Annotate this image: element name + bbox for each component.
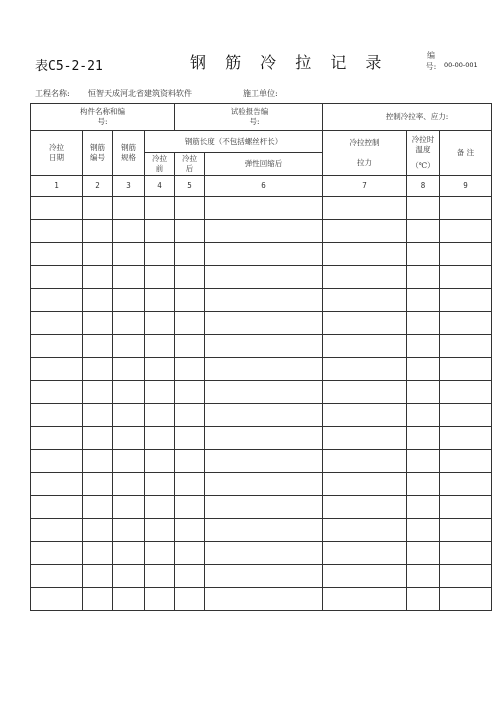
table-cell[interactable]: [407, 519, 440, 542]
table-cell[interactable]: [175, 243, 205, 266]
info-row: [31, 104, 492, 131]
index-row: [31, 176, 492, 197]
col-force-header: [323, 131, 407, 176]
table-cell[interactable]: [31, 381, 83, 404]
table-cell[interactable]: [31, 450, 83, 473]
table-cell[interactable]: [407, 404, 440, 427]
table-cell[interactable]: [145, 542, 175, 565]
table-row: [31, 588, 492, 611]
test-report-label: 试验报告编: [230, 107, 269, 116]
table-cell[interactable]: [205, 220, 323, 243]
doc-number-value: 00-00-001: [444, 61, 478, 69]
table-cell[interactable]: [31, 312, 83, 335]
table-cell[interactable]: [113, 519, 145, 542]
test-report-label-cont: 号:: [249, 117, 260, 126]
table-cell[interactable]: [440, 335, 492, 358]
table-cell[interactable]: [113, 312, 145, 335]
table-cell[interactable]: [175, 197, 205, 220]
table-cell[interactable]: [323, 243, 407, 266]
table-cell[interactable]: [83, 266, 113, 289]
table-row: [31, 565, 492, 588]
table-row: [31, 289, 492, 312]
table-cell[interactable]: [83, 519, 113, 542]
col-bar-number-text-2: 编号: [90, 153, 105, 162]
col-after-text-1: 冷拉: [182, 154, 197, 163]
index-cell: 6: [205, 176, 323, 197]
project-name-value[interactable]: 恒智天成河北省建筑资料软件: [88, 89, 192, 98]
table-cell[interactable]: [145, 404, 175, 427]
table-cell[interactable]: [440, 266, 492, 289]
table-cell[interactable]: [407, 266, 440, 289]
table-row: [31, 335, 492, 358]
index-cell: 1: [31, 176, 83, 197]
table-cell[interactable]: [31, 335, 83, 358]
table-cell[interactable]: [407, 243, 440, 266]
table-cell[interactable]: [145, 496, 175, 519]
header-row-1: [31, 131, 492, 153]
control-rate-cell[interactable]: [323, 104, 492, 131]
table-cell[interactable]: [145, 427, 175, 450]
table-cell[interactable]: [407, 358, 440, 381]
table-cell[interactable]: [145, 450, 175, 473]
col-spec-text-2: 规格: [121, 153, 136, 162]
table-cell[interactable]: [113, 381, 145, 404]
table-cell[interactable]: [113, 358, 145, 381]
table-cell[interactable]: [175, 473, 205, 496]
table-cell[interactable]: [31, 197, 83, 220]
index-cell: 5: [175, 176, 205, 197]
table-cell[interactable]: [323, 473, 407, 496]
table-cell[interactable]: [31, 588, 83, 611]
table-cell[interactable]: [31, 427, 83, 450]
table-row: [31, 358, 492, 381]
table-cell[interactable]: [175, 358, 205, 381]
col-temperature-header: [407, 131, 440, 176]
table-cell[interactable]: [323, 289, 407, 312]
form-code: 表C5-2-21: [35, 59, 103, 74]
table-row: [31, 450, 492, 473]
table-cell[interactable]: [440, 358, 492, 381]
table-cell[interactable]: [113, 473, 145, 496]
col-length-group-header: [145, 131, 323, 153]
table-cell[interactable]: [113, 450, 145, 473]
table-cell[interactable]: [440, 312, 492, 335]
table-cell[interactable]: [175, 450, 205, 473]
table-cell[interactable]: [31, 565, 83, 588]
table-cell[interactable]: [175, 289, 205, 312]
table-cell[interactable]: [31, 404, 83, 427]
table-cell[interactable]: [31, 266, 83, 289]
table-row: [31, 243, 492, 266]
table-cell[interactable]: [205, 588, 323, 611]
control-rate-label: 控制冷拉率、应力:: [385, 112, 449, 121]
table-cell[interactable]: [145, 243, 175, 266]
table-cell[interactable]: [83, 473, 113, 496]
table-cell[interactable]: [83, 496, 113, 519]
table-cell[interactable]: [407, 473, 440, 496]
col-before-text-2: 前: [155, 164, 164, 173]
table-cell[interactable]: [323, 404, 407, 427]
table-cell[interactable]: [175, 542, 205, 565]
table-cell[interactable]: [440, 542, 492, 565]
table-cell[interactable]: [407, 289, 440, 312]
table-cell[interactable]: [145, 565, 175, 588]
table-cell[interactable]: [175, 404, 205, 427]
table-cell[interactable]: [323, 335, 407, 358]
table-cell[interactable]: [205, 450, 323, 473]
table-cell[interactable]: [31, 220, 83, 243]
table-cell[interactable]: [407, 565, 440, 588]
table-cell[interactable]: [205, 312, 323, 335]
table-cell[interactable]: [83, 404, 113, 427]
table-cell[interactable]: [31, 496, 83, 519]
col-date-text-2: 日期: [49, 153, 64, 162]
table-cell[interactable]: [440, 427, 492, 450]
table-row: [31, 404, 492, 427]
table-cell[interactable]: [113, 427, 145, 450]
col-date-text-1: 冷拉: [49, 143, 64, 152]
table-cell[interactable]: [205, 197, 323, 220]
table-cell[interactable]: [323, 519, 407, 542]
table-cell[interactable]: [323, 220, 407, 243]
col-force-text-2: 拉力: [357, 158, 372, 167]
table-cell[interactable]: [440, 289, 492, 312]
col-date-header: [31, 131, 83, 176]
index-cell: 2: [83, 176, 113, 197]
table-row: [31, 519, 492, 542]
index-cell: 9: [440, 176, 492, 197]
table-cell[interactable]: [113, 335, 145, 358]
table-cell[interactable]: [323, 427, 407, 450]
col-force-text-1: 冷拉控制: [349, 138, 380, 147]
col-bar-number-header: [83, 131, 113, 176]
table-cell[interactable]: [31, 358, 83, 381]
component-name-cell[interactable]: [31, 104, 175, 131]
col-spec-text-1: 钢筋: [121, 143, 136, 152]
table-cell[interactable]: [175, 496, 205, 519]
table-cell[interactable]: [83, 289, 113, 312]
table-cell[interactable]: [145, 358, 175, 381]
table-cell[interactable]: [145, 266, 175, 289]
table-row: [31, 220, 492, 243]
table-cell[interactable]: [205, 266, 323, 289]
table-cell[interactable]: [83, 312, 113, 335]
table-cell[interactable]: [205, 404, 323, 427]
table-cell[interactable]: [205, 381, 323, 404]
col-elastic-text: 弹性回缩后: [244, 159, 283, 168]
table-cell[interactable]: [145, 312, 175, 335]
table-cell[interactable]: [83, 243, 113, 266]
table-row: [31, 197, 492, 220]
col-remark-header: [440, 131, 492, 176]
table-cell[interactable]: [83, 427, 113, 450]
table-cell[interactable]: [407, 450, 440, 473]
table-cell[interactable]: [205, 496, 323, 519]
project-name-label: 工程名称:: [35, 89, 70, 98]
col-temperature-text-2: 温度: [415, 145, 431, 154]
table-cell[interactable]: [175, 312, 205, 335]
table-cell[interactable]: [407, 542, 440, 565]
table-cell[interactable]: [205, 335, 323, 358]
table-cell[interactable]: [145, 473, 175, 496]
table-cell[interactable]: [113, 404, 145, 427]
component-name-label-cont: 号:: [97, 117, 108, 126]
table-cell[interactable]: [83, 381, 113, 404]
table-cell[interactable]: [323, 381, 407, 404]
table-cell[interactable]: [31, 519, 83, 542]
index-cell: 3: [113, 176, 145, 197]
table-cell[interactable]: [323, 565, 407, 588]
table-row: [31, 312, 492, 335]
table-cell[interactable]: [407, 197, 440, 220]
col-remark-text: 备 注: [456, 148, 475, 157]
table-cell[interactable]: [145, 381, 175, 404]
col-length-group-text: 钢筋长度（不包括螺丝杆长）: [184, 136, 283, 146]
cold-drawing-record-table: [30, 103, 492, 611]
table-cell[interactable]: [440, 588, 492, 611]
component-name-label: 构件名称和编: [80, 107, 125, 116]
table-cell[interactable]: [83, 565, 113, 588]
table-cell[interactable]: [145, 519, 175, 542]
table-cell[interactable]: [440, 565, 492, 588]
table-cell[interactable]: [175, 565, 205, 588]
table-cell[interactable]: [31, 243, 83, 266]
table-cell[interactable]: [145, 335, 175, 358]
table-cell[interactable]: [113, 542, 145, 565]
table-cell[interactable]: [440, 450, 492, 473]
table-cell[interactable]: [205, 358, 323, 381]
table-cell[interactable]: [113, 289, 145, 312]
table-cell[interactable]: [113, 266, 145, 289]
table-cell[interactable]: [323, 588, 407, 611]
col-elastic-header: [205, 153, 323, 176]
table-cell[interactable]: [440, 519, 492, 542]
table-cell[interactable]: [31, 289, 83, 312]
table-cell[interactable]: [407, 381, 440, 404]
col-temperature-unit: （℃）: [411, 161, 435, 170]
table-cell[interactable]: [175, 220, 205, 243]
col-spec-header: [113, 131, 145, 176]
construction-unit-label: 施工单位:: [243, 89, 278, 98]
table-cell[interactable]: [113, 243, 145, 266]
table-cell[interactable]: [323, 197, 407, 220]
table-cell[interactable]: [83, 358, 113, 381]
table-cell[interactable]: [205, 519, 323, 542]
table-cell[interactable]: [323, 450, 407, 473]
table-cell[interactable]: [323, 358, 407, 381]
col-bar-number-text-1: 钢筋: [90, 143, 105, 152]
table-cell[interactable]: [113, 496, 145, 519]
index-cell: 8: [407, 176, 440, 197]
index-cell: 4: [145, 176, 175, 197]
table-cell[interactable]: [175, 588, 205, 611]
table-cell[interactable]: [113, 565, 145, 588]
table-cell[interactable]: [145, 289, 175, 312]
table-cell[interactable]: [83, 220, 113, 243]
table-row: [31, 496, 492, 519]
table-cell[interactable]: [205, 427, 323, 450]
table-row: [31, 381, 492, 404]
table-cell[interactable]: [31, 473, 83, 496]
table-cell[interactable]: [407, 335, 440, 358]
table-cell[interactable]: [145, 220, 175, 243]
table-cell[interactable]: [205, 565, 323, 588]
table-cell[interactable]: [440, 381, 492, 404]
table-cell[interactable]: [440, 197, 492, 220]
table-cell[interactable]: [113, 197, 145, 220]
table-cell[interactable]: [31, 542, 83, 565]
table-cell[interactable]: [83, 335, 113, 358]
table-cell[interactable]: [323, 312, 407, 335]
table-cell[interactable]: [407, 496, 440, 519]
table-cell[interactable]: [145, 588, 175, 611]
table-row: [31, 473, 492, 496]
table-cell[interactable]: [440, 404, 492, 427]
table-cell[interactable]: [440, 220, 492, 243]
col-temperature-text-1: 冷拉时: [411, 135, 435, 144]
table-cell[interactable]: [407, 427, 440, 450]
table-cell[interactable]: [407, 220, 440, 243]
col-after-header: [175, 153, 205, 176]
table-cell[interactable]: [407, 312, 440, 335]
table-cell[interactable]: [175, 266, 205, 289]
table-cell[interactable]: [440, 496, 492, 519]
table-cell[interactable]: [113, 588, 145, 611]
table-cell[interactable]: [83, 197, 113, 220]
table-row: [31, 266, 492, 289]
table-cell[interactable]: [205, 473, 323, 496]
table-cell[interactable]: [175, 335, 205, 358]
table-cell[interactable]: [145, 197, 175, 220]
table-row: [31, 542, 492, 565]
table-cell[interactable]: [175, 381, 205, 404]
table-cell[interactable]: [440, 473, 492, 496]
table-cell[interactable]: [440, 243, 492, 266]
test-report-cell[interactable]: [175, 104, 323, 131]
col-after-text-2: 后: [185, 164, 194, 173]
table-cell[interactable]: [205, 542, 323, 565]
doc-number-label: 编号:: [425, 51, 437, 71]
table-cell[interactable]: [113, 220, 145, 243]
table-cell[interactable]: [205, 243, 323, 266]
table-cell[interactable]: [175, 519, 205, 542]
table-cell[interactable]: [83, 588, 113, 611]
table-cell[interactable]: [323, 542, 407, 565]
table-cell[interactable]: [323, 266, 407, 289]
table-cell[interactable]: [83, 542, 113, 565]
table-cell[interactable]: [323, 496, 407, 519]
table-cell[interactable]: [83, 450, 113, 473]
table-cell[interactable]: [407, 588, 440, 611]
page-title: 钢 筋 冷 拉 记 录: [190, 53, 389, 72]
index-cell: 7: [323, 176, 407, 197]
table-row: [31, 427, 492, 450]
col-before-header: [145, 153, 175, 176]
table-cell[interactable]: [175, 427, 205, 450]
table-cell[interactable]: [205, 289, 323, 312]
col-before-text-1: 冷拉: [152, 154, 167, 163]
